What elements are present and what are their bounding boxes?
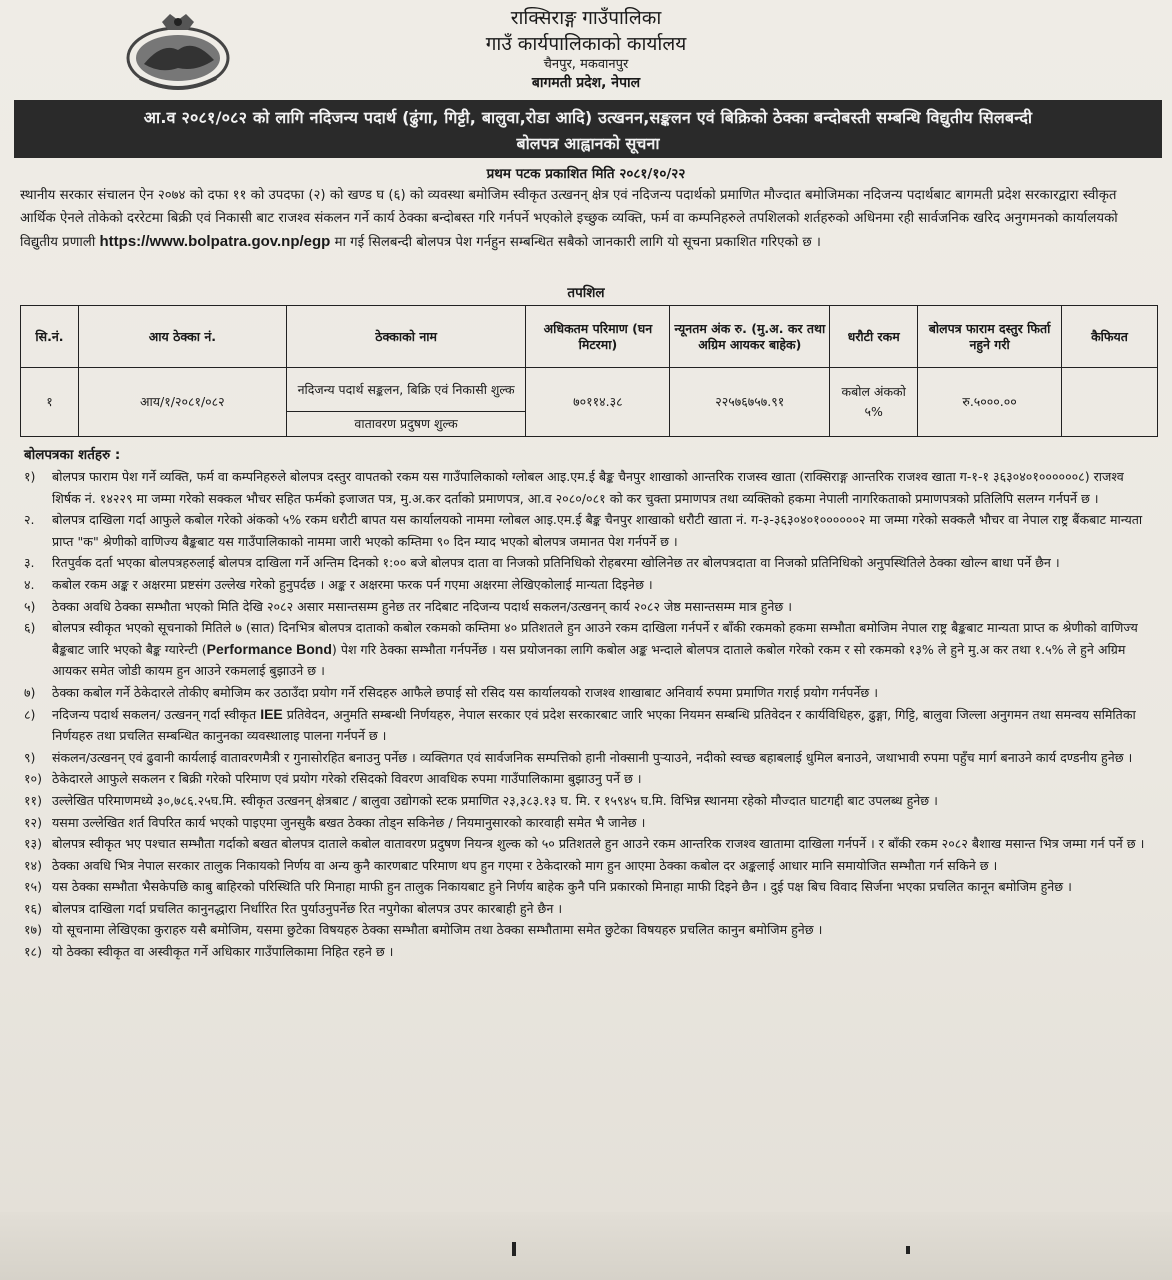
- contract-table: [20, 305, 1158, 437]
- condition-item: [24, 509, 1154, 552]
- office-address: चैनपुर, मकवानपुर: [543, 57, 629, 72]
- condition-text-part: ) पेश गरि ठेक्का सम्भौता गर्नपर्नेछ । यस प्रयोजनका लागि कबोल अङ्क भन्दाले बोलपत्र दाताले कबोल गरेको रकम र सो रकमको १३% ले हुने मु.अ कर तथा १.५% ले हुने अग्रिम आयकर समेत जोडी कायम हुन आउने रकमलाई बुझाउने छ ।: [52, 641, 1126, 679]
- intro-text-1: स्थानीय सरकार संचालन ऐन २०७४ को दफा ११ को उपदफा (२) को खण्ड घ (६) को व्यवस्था बमोजिम स्वीकृत उत्खनन् क्षेत्र एवं नदिजन्य पदार्थको प्रमाणित मौज्दात बमोजिमका नदिजन्य पदार्थबाट बागमती प्रदेश सरकारद्वारा स्वीकृत आर्थिक ऐनले तोकेको दररेटमा बिक्री एवं निकासी बाट राजश्व संकलन गर्ने कार्य ठेक्का बन्दोबस्त गरि गर्नपर्ने भएकोले इच्छुक व्यक्ति, फर्म वा कम्पनिहरुले तपशिलको शर्तहरुको अधिनमा रही सार्वजनिक खरिद अनुगमनको कार्यालयको विद्युतीय प्रणाली: [20, 188, 1118, 250]
- condition-item: [24, 768, 1154, 790]
- paper-fold-area: [0, 1212, 1172, 1280]
- iee-term: IEE: [260, 705, 283, 722]
- condition-item: [24, 704, 1154, 747]
- cell-min-amount: २२५७६७५७.९१: [670, 368, 830, 437]
- egp-link[interactable]: https://www.bolpatra.gov.np/egp: [99, 233, 331, 250]
- condition-number: १७): [24, 922, 43, 938]
- publication-date: प्रथम पटक प्रकाशित मिति २०८१/१०/२२: [486, 166, 686, 182]
- intro-text-2: मा गई सिलबन्दी बोलपत्र पेश गर्नहुन सम्बन्धित सबैको जानकारी लागि यो सूचना प्रकाशित गरिएको छ ।: [334, 235, 821, 250]
- condition-text: कबोल रकम अङ्क र अक्षरमा प्रष्टसंग उल्लेख गरेको हुनुपर्दछ । अङ्क र अक्षरमा फरक पर्न गएमा अक्षरमा लेखिएकोलाई मान्यता दिइनेछ ।: [52, 576, 653, 592]
- col-contract-name: ठेक्काको नाम: [286, 306, 526, 368]
- condition-text: यसमा उल्लेखित शर्त विपरित कार्य भएको पाइएमा जुनसुकै बखत ठेक्का तोड्न सकिनेछ / नियमानुसारको कारवाही समेत भै जानेछ ।: [52, 814, 646, 830]
- condition-text: [52, 704, 1154, 747]
- cell-contract-no: आय/१/२०८१/०८२: [78, 368, 286, 437]
- condition-number: १३): [24, 836, 43, 852]
- condition-text: [52, 617, 1154, 682]
- condition-item: [24, 941, 1154, 963]
- province-name: बागमती प्रदेश, नेपाल: [531, 75, 641, 91]
- condition-item: [24, 466, 1154, 509]
- col-sn: सि.नं.: [21, 306, 79, 368]
- banner-subtitle: बोलपत्र आह्वानको सूचना: [516, 134, 660, 153]
- conditions-title: बोलपत्रका शर्तहरु :: [24, 447, 121, 463]
- condition-item: [24, 855, 1154, 877]
- banner-title: आ.व २०८१/०८२ को लागि नदिजन्य पदार्थ (ढुंगा, गिट्टी, बालुवा,रोडा आदि) उत्खनन,सङ्कलन एवं बिक्रिको ठेक्का बन्दोबस्ती सम्बन्धि विद्युतीय सिलबन्दी: [143, 108, 1033, 127]
- condition-text: रितपुर्वक दर्ता भएका बोलपत्रहरुलाई बोलपत्र दाखिला गर्ने अन्तिम दिनको १:०० बजे बोलपत्र दाता वा निजको प्रतिनिधिको रोहबरमा खोलिनेछ तर बोलपत्रदाता वा निजको प्रतिनिधिको अनुपस्थितिले ठेक्का खोल्न बाधा पर्ने छैन ।: [52, 555, 1060, 571]
- notice-banner: [14, 100, 1162, 158]
- ink-mark: [906, 1246, 910, 1254]
- condition-number: १२): [24, 814, 43, 830]
- condition-text-part: प्रतिवेदन, अनुमति सम्बन्धी निर्णयहरु, नेपाल सरकार एवं प्रदेश सरकारबाट जारि भएका नियमन सम्बन्धि प्रतिवेदन र कार्यविधिहरु, ढुङ्गा, गिट्टि, बालुवा जिल्ला अनुगमन तथा समन्वय समितिका निर्णयहरु तथा प्रचलित सम्बन्धित कानुनका व्यवस्थालाइ पालना गर्नपर्ने छ ।: [52, 706, 1136, 744]
- condition-number: ११): [24, 792, 43, 808]
- condition-number: ४.: [24, 576, 35, 592]
- condition-item: [24, 747, 1154, 769]
- condition-number: ६): [24, 620, 36, 636]
- condition-text: ठेकेदारले आफुले सकलन र बिक्री गरेको परिमाण एवं प्रयोग गरेको रसिदको विवरण आवधिक रुपमा गाउँपालिकामा बुझाउनु पर्ने छ ।: [52, 771, 642, 787]
- condition-number: ५): [24, 598, 36, 614]
- conditions-list: [24, 466, 1154, 963]
- condition-text-part: नदिजन्य पदार्थ सकलन/ उत्खनन् गर्दा स्वीकृत: [52, 706, 261, 722]
- condition-item: [24, 876, 1154, 898]
- table-caption: तपशिल: [567, 285, 605, 301]
- condition-number: ७): [24, 684, 36, 700]
- condition-item: [24, 552, 1154, 574]
- condition-text: ठेक्का अवधि ठेक्का सम्भौता भएको मिति देखि २०८२ असार मसान्तसम्म हुनेछ तर नदिबाट नदिजन्य पदार्थ सकलन/उत्खनन् कार्य २०८२ जेष्ठ मसान्तसम्म मात्र हुनेछ ।: [52, 598, 793, 614]
- condition-text-part: बोलपत्र स्वीकृत भएको सूचनाको मितिले ७ (सात) दिनभित्र बोलपत्र दाताको कबोल रकमको कम्तिमा ४० प्रतिशतले हुन आउने रकम दाखिला गर्नपर्ने र बाँकी रकमको हकमा सम्भौता बमोजिम नेपाल राष्ट्र बैङ्कबाट मान्यता प्राप्त क श्रेणीको वाणिज्य बैङ्कबाट जारि भएको बैङ्क ग्यारेन्टी (: [52, 620, 1138, 657]
- condition-number: ९): [24, 749, 36, 765]
- cell-sn: १: [21, 368, 79, 437]
- col-max-quantity: अधिकतम परिमाण (घन मिटरमा): [526, 306, 670, 368]
- col-contract-no: आय ठेक्का नं.: [78, 306, 286, 368]
- cell-name-a: नदिजन्य पदार्थ सङ्कलन, बिक्रि एवं निकासी शुल्क: [286, 368, 526, 412]
- condition-item: [24, 898, 1154, 920]
- col-min-amount: न्यूनतम अंक रु. (मु.अ. कर तथा अग्रिम आयकर बाहेक): [670, 306, 830, 368]
- condition-item: [24, 617, 1154, 682]
- condition-text: बोलपत्र फाराम पेश गर्ने व्यक्ति, फर्म वा कम्पनिहरुले बोलपत्र दस्तुर वापतको रकम यस गाउँपालिकाको ग्लोबल आइ.एम.ई बैङ्क चैनपुर शाखाको आन्तरिक राजस्व खाता (राक्सिराङ्ग आन्तरिक राजश्व खाता ग-१-१ ३६३०४०१००००००८) राजश्व शिर्षक नं. १४२२९ मा जम्मा गरेको सक्कल भौचर सहित फर्मको इजाजत पत्र, मु.अ.कर दर्ताको प्रमाणपत्र, आ.व २०८०/०८१ को कर चुक्ता प्रमाणपत्र तथा व्यक्तिको हकमा नेपाली नागरिकताको प्रमाणपत्रको प्रतिलिपि सलग्न गर्नपर्ने छ ।: [52, 469, 1124, 506]
- cell-form-fee: रु.५०००.००: [918, 368, 1062, 437]
- condition-text: यो ठेक्का स्वीकृत वा अस्वीकृत गर्ने अधिकार गाउँपालिकामा निहित रहने छ ।: [52, 944, 394, 960]
- condition-number: १८): [24, 944, 43, 960]
- condition-item: [24, 919, 1154, 941]
- condition-item: [24, 812, 1154, 834]
- table-header-row: [21, 306, 1158, 368]
- condition-text: बोलपत्र दाखिला गर्दा आफुले कबोल गरेको अंकको ५% रकम धरौटी बापत यस कार्यालयको नाममा ग्लोबल आइ.एम.ई बैङ्क चैनपुर शाखाको धरौटी खाता नं. ग-३-३६३०४०१००००००२ मा जम्मा गरेको सक्कलै भौचर वा नेपाल राष्ट्र बैंकबाट मान्यता प्राप्त "क" श्रेणीको वाणिज्य बैङ्कबाट यस गाउँपालिकाको नाममा जारी भएको कम्तिमा ९० दिन म्याद भएको बोलपत्र जमानत पेश गर्नपर्ने छ ।: [52, 512, 1143, 549]
- ink-mark: [512, 1242, 516, 1256]
- condition-item: [24, 574, 1154, 596]
- condition-text: उल्लेखित परिमाणमध्ये ३०,७८६.२५घ.मि. स्वीकृत उत्खनन् क्षेत्रबाट / बालुवा उद्योगको स्टक प्रमाणित २३,३८३.१३ घ. मि. र १५९४५ घ.मि. विभिन्न स्थानमा रहेको मौज्दात घाटगद्दी बाट उपलब्ध हुनेछ ।: [52, 792, 938, 808]
- condition-number: ८): [24, 706, 36, 722]
- condition-number: १०): [24, 771, 43, 787]
- table-row: [21, 368, 1158, 412]
- condition-text: ठेक्का कबोल गर्ने ठेकेदारले तोकीए बमोजिम कर उठाउँदा प्रयोग गर्ने रसिदहरु आफैले छपाई सो रसिद यस कार्यालयको राजश्व शाखाबाट अनिवार्य रुपमा प्रमाणित गराई प्रयोग गर्नपर्नेछ ।: [52, 684, 878, 700]
- performance-bond-term: Performance Bond: [206, 640, 332, 657]
- cell-name-b: वातावरण प्रदुषण शुल्क: [286, 412, 526, 437]
- condition-number: २.: [24, 512, 35, 528]
- condition-text: बोलपत्र स्वीकृत भए पश्चात सम्भौता गर्दाको बखत बोलपत्र दाताले कबोल वातावरण प्रदुषण नियन्त्र शुल्क को ५० प्रतिशतले हुन आउने रकम आन्तरिक राजश्व खातामा दाखिला गर्नपर्ने । र बाँकी रकम २०८२ बैशाख मसान्त भित्र जम्मा गर्न पर्ने छ ।: [52, 836, 1145, 852]
- condition-text: यो सूचनामा लेखिएका कुराहरु यसै बमोजिम, यसमा छुटेका विषयहरु ठेक्का सम्भौता बमोजिम तथा ठेक्का सम्भौतामा समेत छुटेका विषयहरु प्रचलित कानुन बमोजिम हुनेछ ।: [52, 922, 823, 938]
- cell-quantity: ७०११४.३८: [526, 368, 670, 437]
- office-name: गाउँ कार्यपालिकाको कार्यालय: [485, 33, 687, 55]
- intro-paragraph: [20, 184, 1156, 254]
- cell-remarks: [1062, 368, 1158, 437]
- condition-text: बोलपत्र दाखिला गर्दा प्रचलित कानुनद्धारा निर्धारित रित पुर्याउनुपर्नेछ रित नपुगेका बोलपत्र उपर कारबाही हुने छैन ।: [52, 900, 563, 916]
- condition-number: ३.: [24, 555, 35, 571]
- condition-item: [24, 790, 1154, 812]
- condition-item: [24, 596, 1154, 618]
- col-form-fee: बोलपत्र फाराम दस्तुर फिर्ता नहुने गरी: [918, 306, 1062, 368]
- condition-text: संकलन/उत्खनन् एवं ढुवानी कार्यलाई वातावरणमैत्री र गुनासोरहित बनाउनु पर्नेछ । व्यक्तिगत एवं सार्वजनिक सम्पत्तिको हानी नोक्सानी पुऱ्याउने, नदीको स्वच्छ बहाबलाई धुमिल बनाउने, जथाभावी रुपमा पहुँच मार्ग बनाउने कार्य दण्डनीय हुनेछ ।: [52, 749, 1133, 765]
- condition-text: यस ठेक्का सम्भौता भैसकेपछि काबु बाहिरको परिस्थिति परि मिनाहा माफी हुन तालुक निकायबाट हुने निर्णय बाहेक कुनै पनि प्रकारको मिनाहा माफी दिइने छैन । दुई पक्ष बिच विवाद सिर्जना भएका प्रचलित कानून बमोजिम हुनेछ ।: [52, 879, 1072, 895]
- municipality-name: राक्सिराङ्ग गाउँपालिका: [510, 7, 662, 29]
- condition-number: १): [24, 469, 36, 484]
- condition-text: ठेक्का अवधि भित्र नेपाल सरकार तालुक निकायको निर्णय वा अन्य कुनै कारणबाट परिमाण थप हुन गएमा र ठेकेदारको माग हुन आएमा ठेक्का कबोल दर अङ्कलाई आधार मानि समायोजित सम्भौता गर्न सकिने छ ।: [52, 857, 998, 873]
- cell-deposit: कबोल अंकको ५%: [830, 368, 918, 437]
- condition-number: १५): [24, 879, 43, 895]
- condition-number: १४): [24, 857, 43, 873]
- condition-item: [24, 682, 1154, 704]
- col-remarks: कैफियत: [1062, 306, 1158, 368]
- col-deposit: धरौटी रकम: [830, 306, 918, 368]
- condition-item: [24, 833, 1154, 855]
- condition-number: १६): [24, 900, 43, 916]
